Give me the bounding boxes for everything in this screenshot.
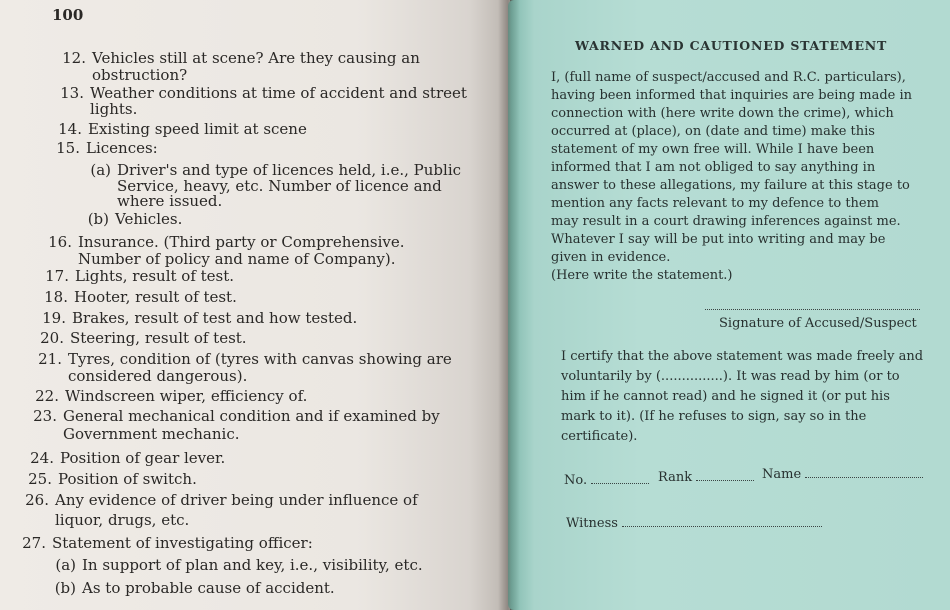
rank-blank [696,470,754,481]
list-item-23: 23. General mechanical condition and if examined by [33,407,440,425]
list-item-25: 25. Position of switch. [28,470,197,488]
page-number: 100 [52,6,84,24]
rank-label: Rank [658,470,693,485]
statement-line: informed that I am not obliged to say anything in [551,160,876,175]
name-field [762,467,923,482]
list-item-16-cont: Number of policy and name of Company). [78,250,396,268]
statement-line: occurred at (place), on (date and time) make this [551,124,875,139]
book-gutter [498,0,520,610]
list-item-14: 14. Existing speed limit at scene [58,120,307,138]
certify-line: certificate). [561,429,638,444]
list-item-26: 26. Any evidence of driver being under influence of [25,491,418,509]
certify-line: him if he cannot read) and he signed it (or put his [561,389,890,404]
list-item-21: 21. Tyres, condition of (tyres with canvas showing are [38,350,452,368]
statement-line: statement of my own free will. While I have been [551,142,875,157]
rank-field [658,470,754,485]
list-item-18: 18. Hooter, result of test. [44,288,237,306]
list-item-22: 22. Windscreen wiper, efficiency of. [35,387,308,405]
list-item-15: 15. Licences: [56,139,158,157]
list-item-26-cont: liquor, drugs, etc. [55,511,190,529]
list-item-12-cont: obstruction? [92,66,188,84]
statement-line: Whatever I say will be put into writing and may be [551,232,886,247]
statement-line: having been informed that inquiries are being made in [551,88,913,103]
certify-line: mark to it). (If he refuses to sign, say so in the [561,409,867,424]
signature-label: Signature of Accused/Suspect [719,316,917,331]
statement-line: I, (full name of suspect/accused and R.C. particulars), [551,70,906,85]
list-item-13: 13. Weather conditions at time of accident and street [60,84,467,102]
name-label: Name [762,467,802,482]
witness-label: Witness [566,516,618,531]
list-item-13-cont: lights. [90,100,138,118]
witness-field [566,516,822,531]
statement-line: may result in a court drawing inferences against me. [551,214,901,229]
list-item-24: 24. Position of gear lever. [30,449,226,467]
list-item-17: 17. Lights, result of test. [45,267,235,285]
witness-blank [622,516,822,527]
list-item-15a-cont1: Service, heavy, etc. Number of licence and [117,177,442,195]
list-item-15a: (a) Driver's and type of licences held, i.e., Public [90,161,462,179]
list-item-27: 27. Statement of investigating officer: [22,534,313,552]
no-blank [591,473,649,484]
list-item-19: 19. Brakes, result of test and how tested. [42,309,358,327]
list-item-20: 20. Steering, result of test. [40,329,247,347]
signature-dotted-line [705,309,920,310]
certify-line: voluntarily by (...............). It was read by him (or to [561,369,900,384]
statement-title: WARNED AND CAUTIONED STATEMENT [575,38,888,53]
list-item-15b: (b) Vehicles. [87,210,183,228]
list-item-21-cont: considered dangerous). [68,367,248,385]
list-item-27a: (a) In support of plan and key, i.e., visibility, etc. [55,556,423,574]
statement-line: connection with (here write down the crime), which [551,106,894,121]
list-item-16: 16. Insurance. (Third party or Comprehensive. [48,233,405,251]
no-field [564,473,649,488]
list-item-12: 12. Vehicles still at scene? Are they causing an [62,49,420,67]
list-item-23-cont: Government mechanic. [63,425,240,443]
certify-line: I certify that the above statement was made freely and [561,349,924,364]
statement-line: mention any facts relevant to my defence to them [551,196,879,211]
no-label: No. [564,473,588,488]
list-item-27b: (b) As to probable cause of accident. [54,579,335,597]
list-item-15a-cont2: where issued. [117,192,223,210]
statement-line: answer to these allegations, my failure at this stage to [551,178,910,193]
statement-instruction: (Here write the statement.) [551,268,733,283]
name-blank [805,467,923,478]
statement-line: given in evidence. [551,250,671,265]
